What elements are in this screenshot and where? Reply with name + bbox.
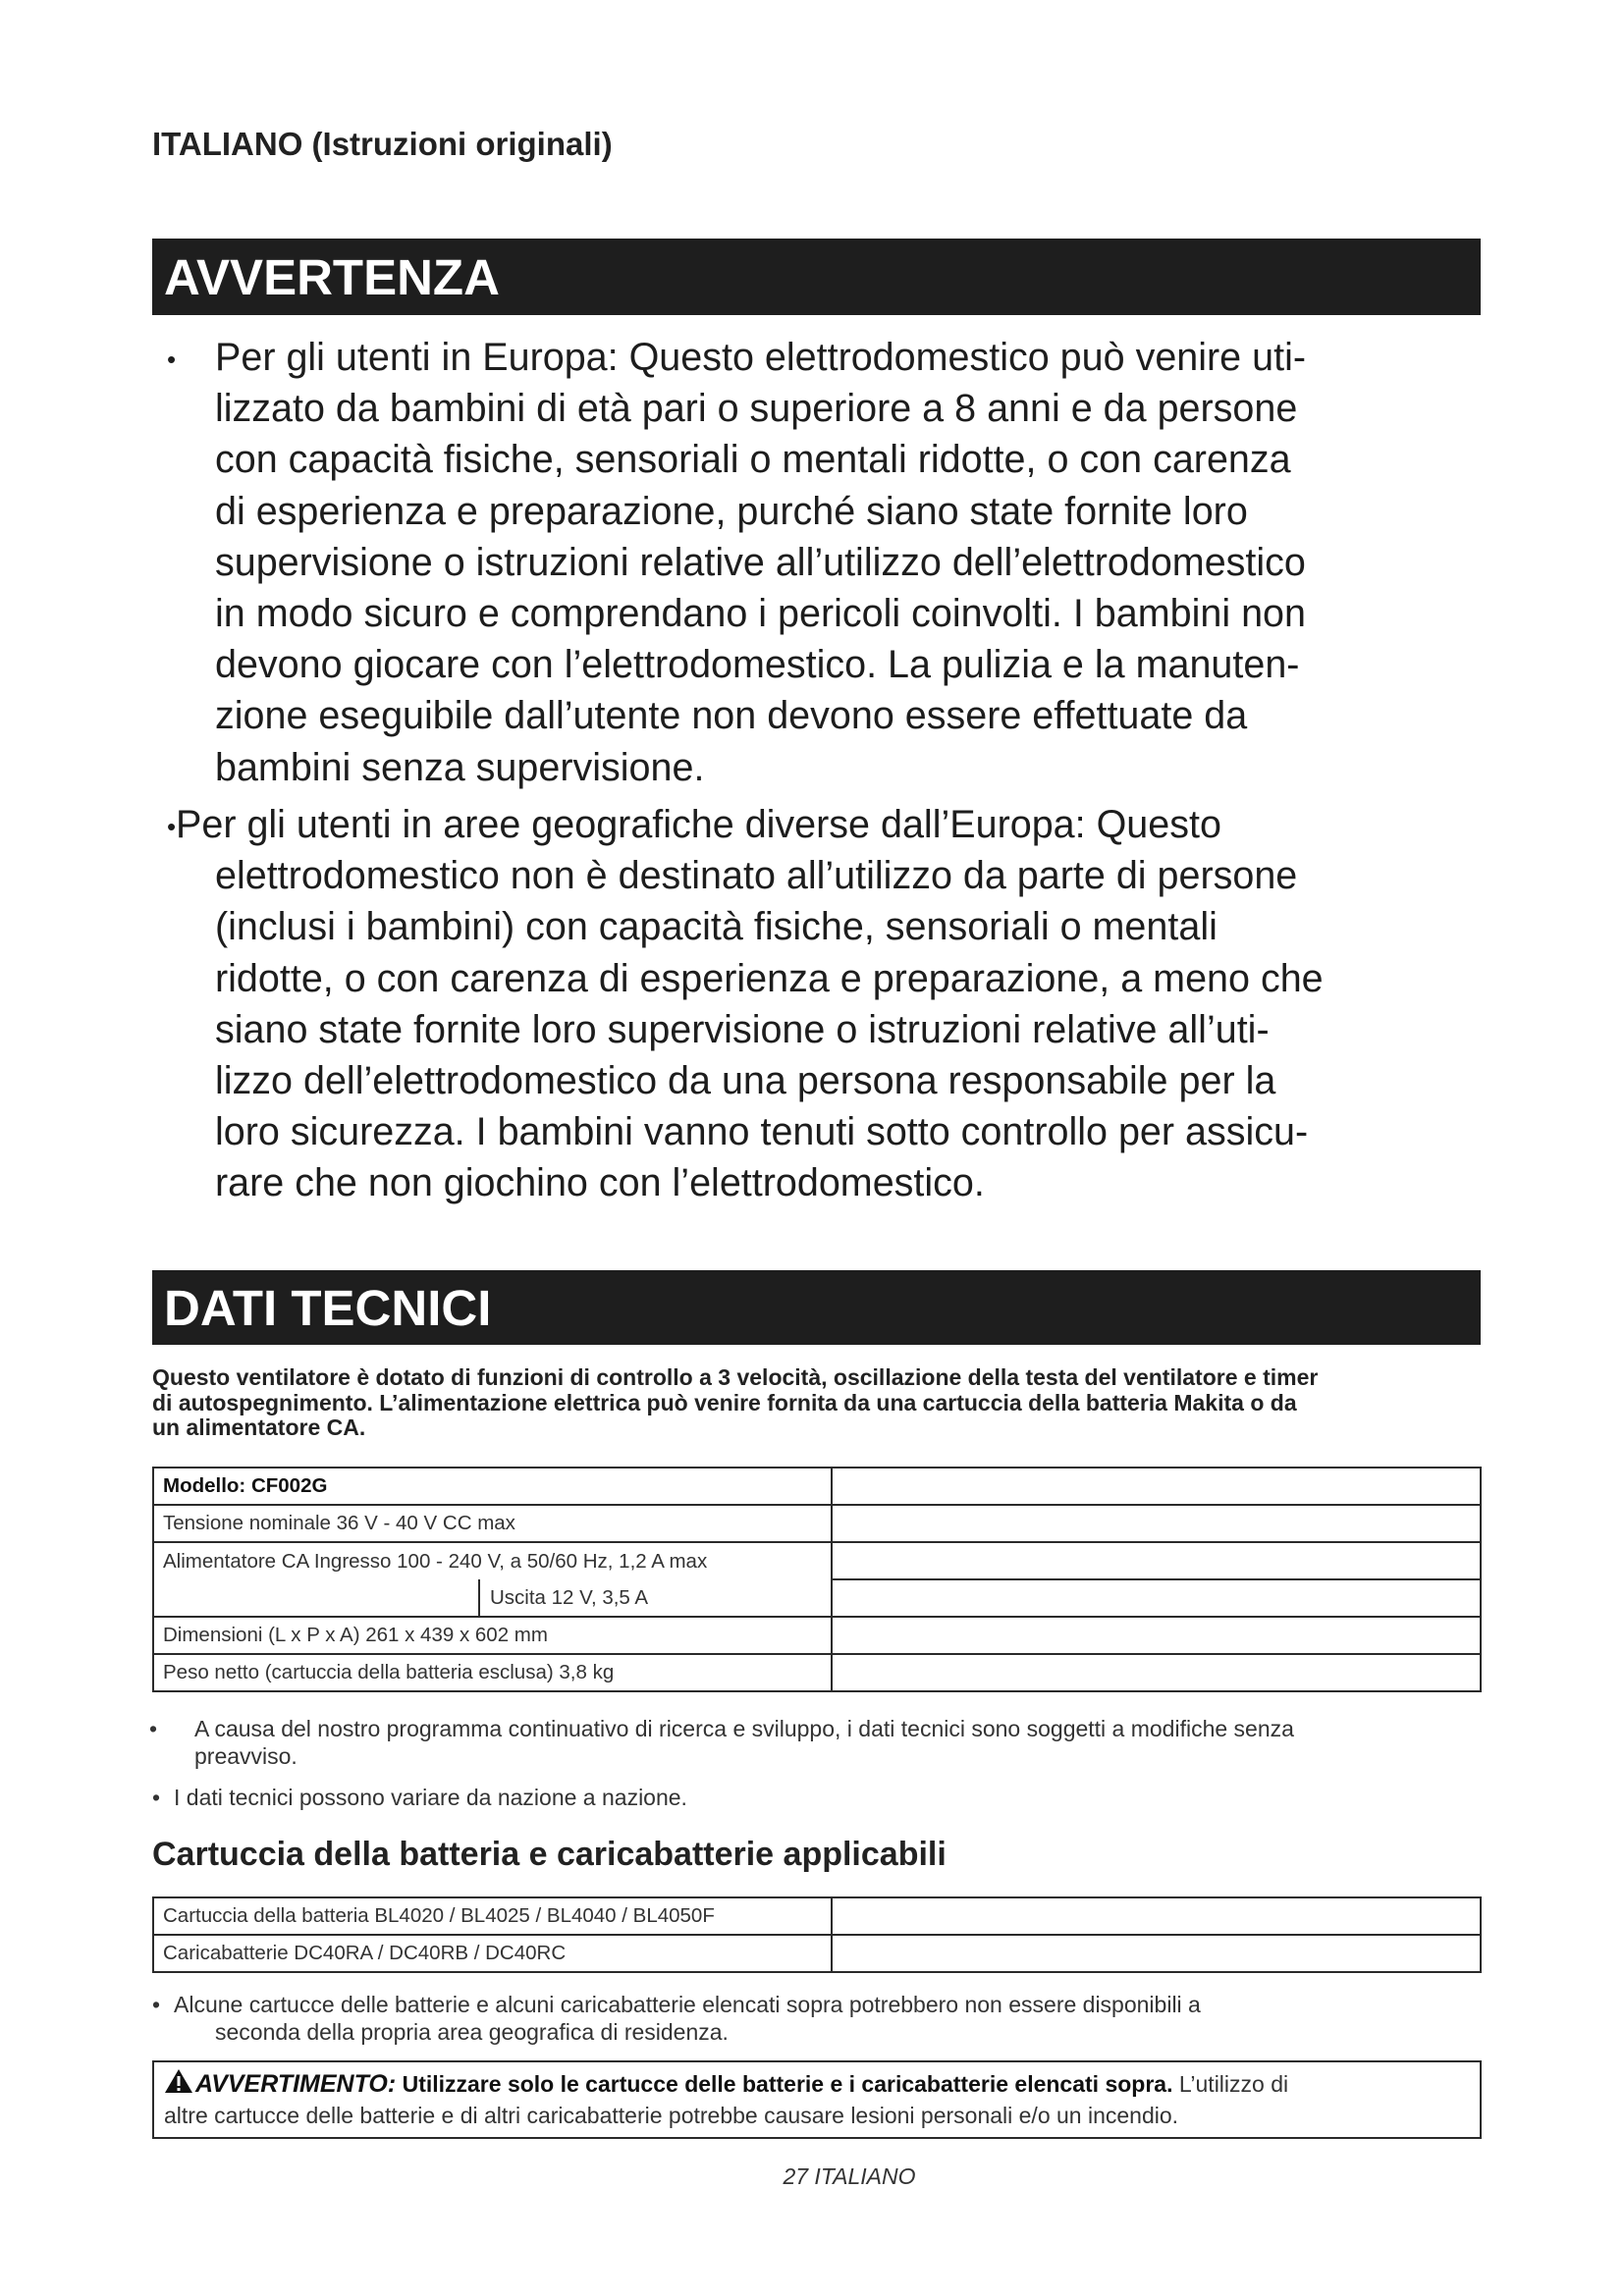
empty-cell: [832, 1542, 1481, 1579]
specifications-intro: [152, 1365, 1497, 1441]
table-row: [153, 1897, 1481, 1935]
text-line: A causa del nostro programma continuativo di ricerca e sviluppo, i dati tecnici sono soggetti a modifiche senza: [194, 1716, 1294, 1741]
spec-note-country-variation: [152, 1784, 1470, 1811]
battery-availability-note: [152, 1991, 1470, 2046]
text-line: ridotte, o con carenza di esperienza e preparazione, a meno che: [215, 956, 1324, 1000]
caution-line-2: altre cartucce delle batterie e di altri caricabatterie potrebbe causare lesioni personali e/o un incendio.: [164, 2103, 1179, 2128]
warning-section-banner: AVVERTENZA: [152, 239, 1481, 315]
text-line: loro sicurezza. I bambini vanno tenuti sotto controllo per assicu-: [215, 1110, 1309, 1154]
text-line: zione eseguibile dall’utente non devono essere effettuate da: [215, 694, 1248, 738]
text-line: lizzo dell’elettrodomestico da una persona responsabile per la: [215, 1059, 1276, 1103]
spec-dimensions-cell: Dimensioni (L x P x A) 261 x 439 x 602 mm: [153, 1617, 832, 1654]
caution-text: L’utilizzo di: [1178, 2071, 1289, 2097]
caution-label: AVVERTIMENTO:: [195, 2070, 397, 2098]
empty-cell: [832, 1897, 1481, 1935]
warning-item-non-europe: [167, 799, 1511, 1209]
table-row: [153, 1617, 1481, 1654]
text-line: I dati tecnici possono variare da nazione a nazione.: [174, 1785, 687, 1810]
battery-cartridges-cell: Cartuccia della batteria BL4020 / BL4025 / BL4040 / BL4050F: [153, 1897, 832, 1935]
empty-cell: [832, 1579, 1481, 1617]
page-language-header: ITALIANO (Istruzioni originali): [152, 126, 613, 162]
text-line: devono giocare con l’elettrodomestico. La pulizia e la manuten-: [215, 643, 1300, 687]
text-line: siano state fornite loro supervisione o istruzioni relative all’uti-: [215, 1007, 1270, 1051]
battery-table: [152, 1896, 1482, 1973]
text-line: preavviso.: [194, 1743, 298, 1769]
text-line: rare che non giochino con l’elettrodomestico.: [215, 1161, 985, 1205]
empty-cell: [832, 1617, 1481, 1654]
bullet: •: [152, 1992, 161, 2017]
text-line: in modo sicuro e comprendano i pericoli coinvolti. I bambini non: [215, 592, 1306, 636]
empty-cell: [832, 1654, 1481, 1691]
table-row: [153, 1579, 1481, 1617]
bullet: •: [149, 1716, 158, 1741]
text-line: seconda della propria area geografica di residenza.: [215, 2019, 729, 2045]
warning-item-europe: [167, 332, 1491, 793]
text-line: un alimentatore CA.: [152, 1415, 366, 1440]
text-line: Alcune cartucce delle batterie e alcuni caricabatterie elencati sopra potrebbero non essere disponibili a: [174, 1992, 1201, 2017]
spec-rated-voltage-cell: Tensione nominale 36 V - 40 V CC max: [153, 1505, 832, 1542]
battery-section-heading: Cartuccia della batteria e caricabatterie applicabili: [152, 1836, 947, 1873]
table-row: [153, 1542, 1481, 1579]
text-line: (inclusi i bambini) con capacità fisiche, sensoriali o mentali: [215, 905, 1218, 949]
table-row: [153, 1935, 1481, 1972]
table-row: [153, 1468, 1481, 1505]
spec-ac-adapter-input-cell: Alimentatore CA Ingresso 100 - 240 V, a 50/60 Hz, 1,2 A max: [153, 1542, 832, 1579]
battery-caution-box: [152, 2060, 1482, 2139]
spec-note-change-notice: [149, 1715, 1490, 1770]
spec-model-cell: Modello: CF002G: [153, 1468, 832, 1505]
text-line: Per gli utenti in aree geografiche diverse dall’Europa: Questo: [176, 803, 1221, 846]
chargers-cell: Caricabatterie DC40RA / DC40RB / DC40RC: [153, 1935, 832, 1972]
empty-cell: [832, 1468, 1481, 1505]
bullet: •: [167, 345, 177, 374]
text-line: Questo ventilatore è dotato di funzioni di controllo a 3 velocità, oscillazione della testa del ventilatore e timer: [152, 1364, 1319, 1390]
specifications-section-banner: DATI TECNICI: [152, 1270, 1481, 1345]
table-row: [153, 1654, 1481, 1691]
spec-ac-adapter-output-cell: [153, 1579, 832, 1617]
caution-bold-text: Utilizzare solo le cartucce delle batterie e i caricabatterie elencati sopra.: [402, 2071, 1173, 2097]
text-line: di esperienza e preparazione, purché siano state fornite loro: [215, 489, 1248, 533]
text-line: Per gli utenti in Europa: Questo elettrodomestico può venire uti-: [215, 336, 1306, 379]
spec-net-weight-cell: Peso netto (cartuccia della batteria esclusa) 3,8 kg: [153, 1654, 832, 1691]
empty-cell: [832, 1935, 1481, 1972]
text-line: con capacità fisiche, sensoriali o mentali ridotte, o con carenza: [215, 438, 1291, 482]
bullet: •: [152, 1785, 161, 1810]
text-line: supervisione o istruzioni relative all’utilizzo dell’elettrodomestico: [215, 540, 1306, 584]
text-line: di autospegnimento. L’alimentazione elettrica può venire fornita da una cartuccia della batteria Makita o da: [152, 1389, 1297, 1415]
caution-line-1: [164, 2068, 1470, 2101]
bullet: •: [167, 812, 177, 841]
spec-ac-adapter-output: Uscita 12 V, 3,5 A: [478, 1579, 648, 1616]
empty-cell: [832, 1505, 1481, 1542]
warning-triangle-icon: [164, 2068, 193, 2101]
page-footer: 27 ITALIANO: [783, 2163, 916, 2189]
specifications-table: [152, 1467, 1482, 1692]
text-line: lizzato da bambini di età pari o superiore a 8 anni e da persone: [215, 387, 1298, 431]
table-row: [153, 1505, 1481, 1542]
text-line: bambini senza supervisione.: [215, 745, 705, 789]
text-line: elettrodomestico non è destinato all’utilizzo da parte di persone: [215, 854, 1298, 898]
